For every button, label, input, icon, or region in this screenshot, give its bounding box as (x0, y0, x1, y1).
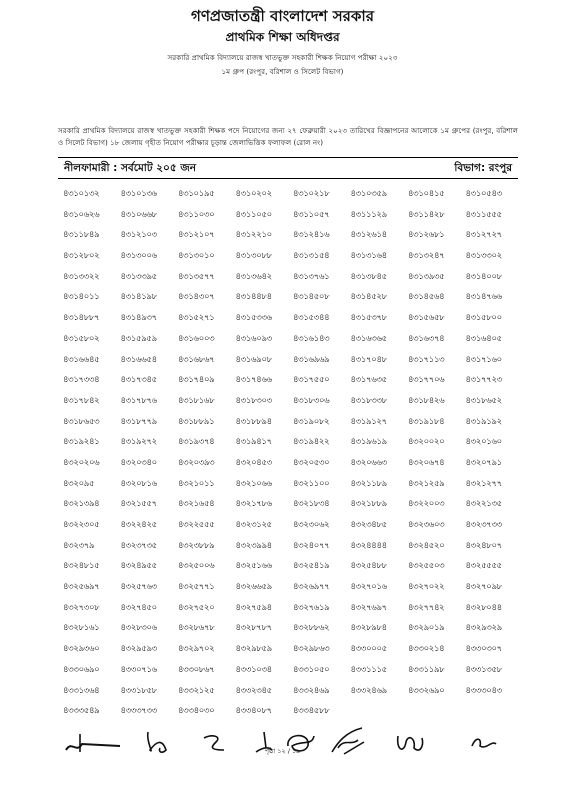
roll-number: ৪৩১৬১৪৩ (293, 332, 330, 343)
roll-number: ৪৩১৭৬৩৫ (350, 374, 387, 385)
roll-number: ৪৩১৩৮৪৫ (350, 270, 387, 281)
roll-number: ৪৩১৯০৮২ (293, 415, 330, 426)
roll-number: ৪৩১৩১৫৪ (293, 250, 330, 261)
roll-number: ৪৩২৯৮৫৯ (235, 643, 272, 654)
roll-number: ৪৩১৫৩৪৪ (293, 312, 330, 323)
roll-number: ৪৩১৩৬৪২ (235, 270, 272, 281)
roll-number: ৪৩২৮৮৬২ (293, 622, 330, 633)
roll-number: ৪৩১২৬৮১ (408, 229, 445, 240)
roll-number: ৪৩১৪৫৬৪ (408, 291, 445, 302)
roll-number: ৪৩২১০১১ (178, 477, 215, 488)
roll-number: ৪৩১৫৮০২ (63, 332, 100, 343)
roll-number: ৪৩১৬০০৩ (178, 332, 215, 343)
roll-number: ৪৩১৭৭০৬ (408, 374, 445, 385)
roll-number: ৪৩২৯৫৯৩ (120, 643, 157, 654)
roll-number: ৪৩১০২০২ (235, 188, 272, 198)
roll-number: ৪৩১৮৬৫২ (465, 394, 502, 405)
roll-number: ৪৩২৫৬৯৭ (63, 581, 100, 592)
roll-number: ৪৩২০২০৬ (63, 456, 100, 467)
roll-number: ৪৩২৭৩০৮ (63, 601, 100, 612)
roll-number: ৪৩১৭৫৫০ (293, 374, 330, 385)
roll-number: ৪৩১৯৪২২ (293, 436, 330, 447)
roll-number: ৪৩১৩৩০২ (465, 250, 502, 261)
roll-number: ৪৩২৭০২২ (408, 581, 445, 592)
roll-number: ৪৩২৫১৬৬ (235, 560, 272, 571)
roll-number: ৪৩২৭৪৫০ (120, 601, 157, 612)
roll-number: ৪৩১০৬২৬ (63, 208, 100, 219)
roll-number: ৪৩১৫৮০০ (465, 312, 502, 323)
roll-number: ৪৩১৩৩২২ (63, 270, 100, 281)
roll-number: ৪৩২২০০৩ (408, 498, 445, 509)
roll-number: ৪৩১৩১৬৪ (350, 250, 387, 261)
roll-number: ৪৩১৭৮৭৬ (120, 394, 157, 405)
roll-number: ৪৩১১০৫০ (235, 208, 272, 219)
roll-number: ৪৩২৭৬১৯ (293, 601, 330, 612)
roll-number: ৪৩১৫৩৩৬ (235, 312, 272, 323)
roll-number: ৪৩১৭৪০৯ (178, 374, 215, 385)
roll-number: ৪৩১৪৫০৮ (293, 291, 330, 302)
roll-number: ৪৩১১১২৯ (350, 208, 387, 219)
roll-number: ৪৩৩১০৫০ (293, 663, 330, 674)
roll-number: ৪৩১৭৪৬৬ (235, 374, 272, 385)
roll-number: ৪৩২২৩০৫ (63, 519, 100, 529)
roll-number: ৪৩২৪৮০৭ (465, 539, 502, 550)
signatures-row (60, 722, 530, 766)
roll-number: ৪৩১৫৯৫৯ (120, 332, 157, 343)
roll-number: ৪৩১০৩৫৯ (350, 188, 387, 198)
roll-number: ৪৩২০৪৫৩ (235, 456, 272, 467)
roll-number: ৪৩৩২৩৪৫ (235, 684, 272, 695)
roll-number: ৪৩১৪৫২৮ (350, 291, 387, 302)
roll-number: ৪৩১৩০৮৮ (235, 250, 272, 261)
roll-number: ৪৩১৫২৭১ (178, 312, 215, 323)
roll-number: ৪৩২৩৯৯৪ (235, 539, 272, 550)
roll-number: ৪৩২৩০৬২ (293, 519, 330, 529)
roll-number: ৪৩১৪৭৬৬ (465, 291, 502, 302)
roll-number: ৪৩১৬৯৬৯ (293, 353, 330, 364)
roll-number: ৪৩২৫৫৫৫ (465, 560, 502, 571)
roll-number: ৪৩৩৪০৮৭ (235, 705, 272, 716)
roll-number: ৪৩৩১৩৫৮ (465, 663, 502, 674)
roll-number: ৪৩২১১৮৯ (350, 477, 387, 488)
roll-number: ৪৩২০৬৭৪ (408, 456, 445, 467)
roll-number: ৪৩২৯০১৯ (408, 622, 445, 633)
roll-number: ৪৩২১৮৩৪ (293, 498, 330, 509)
roll-number: ৪৩১৮১৬৮ (178, 394, 215, 405)
roll-number: ৪৩২৩৮৮৯ (178, 539, 215, 550)
roll-number: ৪৩২০০২০ (408, 436, 445, 447)
roll-number: ৪৩২৮৭৮৭ (235, 622, 272, 633)
roll-number: ৪৩১১৮৪৯ (63, 229, 100, 240)
roll-number: ৪৩২৮৯৮৪ (350, 622, 387, 633)
roll-number: ৪৩১৯১৯২ (465, 415, 502, 426)
government-title: গণপ্রজাতন্ত্রী বাংলাদেশ সরকার (191, 7, 374, 25)
roll-number: ৪৩২৫৪১৯ (293, 560, 330, 571)
roll-number: ৪৩১৭৩৩৪ (63, 374, 100, 385)
roll-number: ৪৩১৯২৪১ (63, 436, 100, 447)
roll-number: ৪৩১৮৬৫৩ (63, 415, 100, 426)
roll-number: ৪৩২৪৯৫৫ (120, 560, 157, 571)
result-notice: সরকারি প্রাথমিক বিদ্যালয়ে রাজস্ব খাতভুক্ত সহকারী শিক্ষক পদে নিয়োগের জন্য ২৭ ফেব্রুয়ারী ২০২৩ তারিখের বিজ্ঞাপনের আলোকে ১ম গ্রুপের (রংপুর, বরিশাল ও সিলেট বিভাগ) ১৮ জেলায় গৃহীত নিয়োগ পরীক্ষার চূড়ান্ত জেলাভিত্তিক ফলাফল (রোল নং) (58, 126, 518, 147)
roll-number: ৪৩২৯৮৬৩ (293, 643, 330, 654)
roll-number: ৪৩২৬৯৭৭ (293, 581, 330, 592)
roll-number: ৪৩২৫৭৭১ (178, 581, 215, 592)
roll-number: ৪৩১৩২৪৭ (408, 250, 445, 261)
roll-number: ৪৩১৬৮৬৭ (178, 353, 215, 364)
roll-number: ৪৩১৯৩৭৪ (178, 436, 215, 447)
roll-number: ৪৩১৩৫৭৭ (178, 270, 215, 281)
roll-number: ৪৩১৭১১৩ (408, 353, 445, 364)
roll-number: ৪৩১৪৯৩৭ (120, 312, 157, 323)
roll-number: ৪৩৩৩০৪৩ (465, 684, 502, 695)
roll-number: ৪৩১৯১৮৪ (408, 415, 445, 426)
roll-number: ৪৩২৫৪৮৮ (350, 560, 387, 571)
roll-number: ৪৩১৩৯৩৫ (408, 270, 445, 281)
roll-number: ৪৩২১৫৫৭ (120, 498, 157, 509)
roll-number: ৪৩২৪০৭৭ (293, 539, 330, 550)
roll-number: ৪৩৩০২১৪ (408, 643, 445, 654)
roll-number: ৪৩১২৮০২ (63, 250, 100, 261)
roll-number: ৪৩৩১৩৬৪ (63, 684, 100, 695)
roll-number: ৪৩১২৪১৬ (293, 229, 330, 240)
district-summary-bar (58, 157, 518, 179)
roll-number: ৪৩২৫০০৬ (178, 560, 215, 571)
roll-number: ৪৩২৭৬৯৭ (350, 601, 387, 612)
roll-number: ৪৩৩১০৩৪ (235, 663, 272, 674)
roll-number: ৪৩১৭১৬০ (465, 353, 502, 364)
roll-number: ৪৩১১৫৫৫ (465, 208, 502, 219)
roll-number: ৪৩২১২৫৯ (408, 477, 445, 488)
roll-number: ৪৩৩২৪৬৯ (350, 684, 387, 695)
roll-number: ৪৩২১১০০ (293, 477, 330, 488)
roll-number: ৪৩২০৮১৬ (120, 477, 157, 488)
roll-number: ৪৩১১০৫৭ (293, 208, 330, 219)
roll-number: ৪৩১০৪১৫ (408, 188, 445, 198)
roll-number: ৪৩৩২৪৬৯ (293, 684, 330, 695)
roll-number: ৪৩১৪০১১ (63, 291, 100, 302)
roll-number: ৪৩২১০৬৬ (235, 477, 272, 488)
exam-title: সরকারি প্রাথমিক বিদ্যালয়ে রাজস্ব খাতভুক্ত সহকারী শিক্ষক নিয়োগ পরীক্ষা ২০২৩ (167, 53, 398, 62)
roll-number: ৪৩২৭০১৬ (350, 581, 387, 592)
roll-number: ৪৩২৭৫৯৪ (235, 601, 272, 612)
roll-number: ৪৩১১০৩০ (178, 208, 215, 219)
roll-number: ৪৩১৬৩৬৫ (350, 332, 387, 343)
roll-number: ৪৩২৯৩২৯ (465, 622, 502, 633)
roll-number: ৪৩১৪০০৮ (465, 270, 502, 281)
roll-number: ৪৩১০৬৬৮ (120, 208, 157, 219)
roll-number: ৪৩২০৯৫ (63, 477, 95, 488)
roll-number: ৪৩২৬৬৫৯ (235, 581, 272, 592)
district-total: নীলফামারী : সর্বমোট ২০৫ জন (64, 162, 197, 174)
roll-number: ৪৩৩০৬৯০ (63, 663, 100, 674)
roll-number: ৪৩২১৮৮৯ (350, 498, 387, 509)
roll-number: ৪৩১০২১৮ (293, 188, 330, 198)
roll-number: ৪৩৩১১৯৮ (408, 663, 445, 674)
roll-number: ৪৩৩৩৫৪৯ (63, 705, 100, 716)
roll-number: ৪৩২০১৬০ (465, 436, 502, 447)
document-header (0, 6, 565, 78)
roll-number: ৪৩১৯৪১৭ (235, 436, 272, 447)
page-number: পৃষ্ঠা ১২ / ১৯ (264, 747, 301, 755)
roll-number: ৪৩১৬৪০৫ (465, 332, 502, 343)
roll-number: ৪৩১৯২৭২ (120, 436, 157, 447)
roll-number: ৪৩৩২৬৯০ (408, 684, 445, 695)
roll-number: ৪৩৩১৮৫৮ (120, 684, 157, 695)
roll-number: ৪৩২৩৬০৩ (408, 519, 445, 529)
roll-number: ৪৩২০৩৪০ (120, 456, 157, 467)
roll-number: ৪৩১২২১০ (235, 229, 272, 240)
roll-number: ৪৩২২৫৫৫ (178, 519, 215, 529)
roll-number: ৪৩২৩৪৮৫ (350, 519, 387, 529)
roll-number: ৪৩২১৩৯৪ (63, 498, 100, 509)
roll-number: ৪৩১২১০৩ (120, 229, 157, 240)
roll-number: ৪৩১০১৯৫ (178, 188, 215, 198)
roll-number: ৪৩১১৪২৮ (408, 208, 445, 219)
roll-number: ৪৩১৪৩০৭ (178, 291, 215, 302)
roll-number: ৪৩২৮৩০৬ (120, 622, 157, 633)
roll-number: ৪৩১৬৩৭৪ (408, 332, 445, 343)
directorate-title: প্রাথমিক শিক্ষা অধিদপ্তর (225, 30, 340, 44)
roll-number: ৪৩২৭৭৪২ (408, 601, 445, 612)
roll-number: ৪৩২০৭৯১ (465, 456, 502, 467)
roll-number: ৪৩১৮৩০৬ (293, 394, 330, 405)
roll-number: ৪৩১৮৪২৬ (408, 394, 445, 405)
group-title: ১ম গ্রুপ (রংপুর, বরিশাল ও সিলেট বিভাগ) (221, 67, 344, 76)
roll-number: ৪৩৩৪৫৮৮ (293, 705, 330, 716)
roll-number: ৪৩২৪৫২০ (408, 539, 445, 550)
roll-number: ৪৩১৮৭৭৯ (120, 415, 157, 426)
roll-number: ৪৩২৩৭৯ (63, 539, 95, 550)
roll-number: ৪৩১২১০৭ (178, 229, 215, 240)
roll-number: ৪৩১৯৬১৯ (350, 436, 387, 447)
roll-number: ৪৩২২৪২৫ (120, 519, 157, 529)
roll-number: ৪৩২৭০৯৮ (465, 581, 502, 592)
roll-number: ৪৩১৮৮৯৪ (235, 415, 272, 426)
roll-number: ৪৩৩০৭১৬ (120, 663, 157, 674)
roll-number: ৪৩১৭০৪৮ (350, 353, 387, 364)
roll-number: ৪৩৩০৮৬৭ (178, 663, 215, 674)
roll-number: ৪৩২০৬৬৩ (350, 456, 387, 467)
roll-number: ৪৩২৮০৪৪ (465, 601, 502, 612)
roll-number: ৪৩৩৪০৩০ (178, 705, 215, 716)
roll-number: ৪৩১৮৩৩৮ (350, 394, 387, 405)
roll-number: ৪৩২৭৫২০ (178, 601, 215, 612)
roll-number: ৪৩১০১৩৬ (120, 188, 157, 198)
roll-number: ৪৩২৫৭৬৩ (120, 581, 157, 592)
roll-number: ৪৩২৪৮১৫ (63, 560, 100, 571)
roll-number: ৪৩১৪১৯৮ (120, 291, 157, 302)
roll-number: ৪৩২৯৭০২ (178, 643, 215, 654)
division-label: বিভাগ: রংপুর (454, 162, 512, 174)
roll-number: ৪৩২০৩৯৩ (178, 456, 215, 467)
roll-number: ৪৩১০৫৪৩ (465, 188, 502, 198)
roll-number: ৪৩১৩০১০ (178, 250, 215, 261)
roll-number: ৪৩১৪৮৮৭ (63, 312, 100, 323)
roll-number: ৪৩২৩১২৫ (235, 519, 272, 529)
roll-number: ৪৩২৫৫০৩ (408, 560, 445, 571)
roll-number: ৪৩২০৫৩০ (293, 456, 330, 467)
roll-number: ৪৩২৪৪৪৪ (350, 539, 387, 550)
roll-number: ৪৩২৩৭৩৩ (465, 519, 502, 529)
roll-number: ৪৩১৭৩৪৫ (120, 374, 157, 385)
roll-number: ৪৩১৫৩৭৮ (350, 312, 387, 323)
roll-number: ৪৩২৯৩৬০ (63, 643, 100, 654)
roll-number: ৪৩১৫৬৫৮ (408, 312, 445, 323)
roll-number: ৪৩২৩৭৩৫ (120, 539, 157, 550)
roll-number: ৪৩১২৭২৭ (465, 229, 502, 240)
roll-number: ৪৩১০১৩২ (63, 188, 100, 198)
roll-number: ৪৩১৮৮৯১ (178, 415, 215, 426)
roll-number: ৪৩১৮৩০৩ (235, 394, 272, 405)
roll-number: ৪৩২২১৩৫ (465, 498, 502, 509)
roll-number: ৪৩২১৬৫৪ (178, 498, 215, 509)
roll-number: ৪৩৩০৩০৭ (465, 643, 502, 654)
roll-number: ৪৩২৮১৬১ (63, 622, 100, 633)
roll-number: ৪৩১৩০০৬ (120, 250, 157, 261)
roll-number: ৪৩১৬৬৪৫ (63, 353, 100, 364)
roll-number: ৪৩১৯১২৭ (350, 415, 387, 426)
roll-number: ৪৩২১২৭৭ (465, 477, 502, 488)
roll-number: ৪৩১৬৯০৮ (235, 353, 272, 364)
roll-number: ৪৩১৭৭২৩ (465, 374, 502, 385)
roll-number: ৪৩১২৬১৪ (350, 229, 387, 240)
roll-number: ৪৩৩২১২৫ (178, 684, 215, 695)
roll-number: ৪৩৩১১১৫ (350, 663, 387, 674)
roll-number: ৪৩১৩৩৯৫ (120, 270, 157, 281)
roll-number: ৪৩২১৭৮৬ (235, 498, 272, 509)
roll-number: ৪৩১৩৭৬১ (293, 270, 330, 281)
roll-number: ৪৩১৬০৯৩ (235, 332, 272, 343)
roll-number-grid (63, 183, 523, 721)
roll-number: ৪৩২৮৬৭৮ (178, 622, 215, 633)
roll-number: ৪৩১৬৬৫৪ (120, 353, 157, 364)
roll-number: ৪৩১৪৪৮৪ (235, 291, 272, 302)
roll-number: ৪৩৩৩৭৩৩ (120, 705, 157, 716)
roll-number: ৪৩১৭৮৪২ (63, 394, 100, 405)
roll-number: ৪৩৩০০০৫ (350, 643, 387, 654)
